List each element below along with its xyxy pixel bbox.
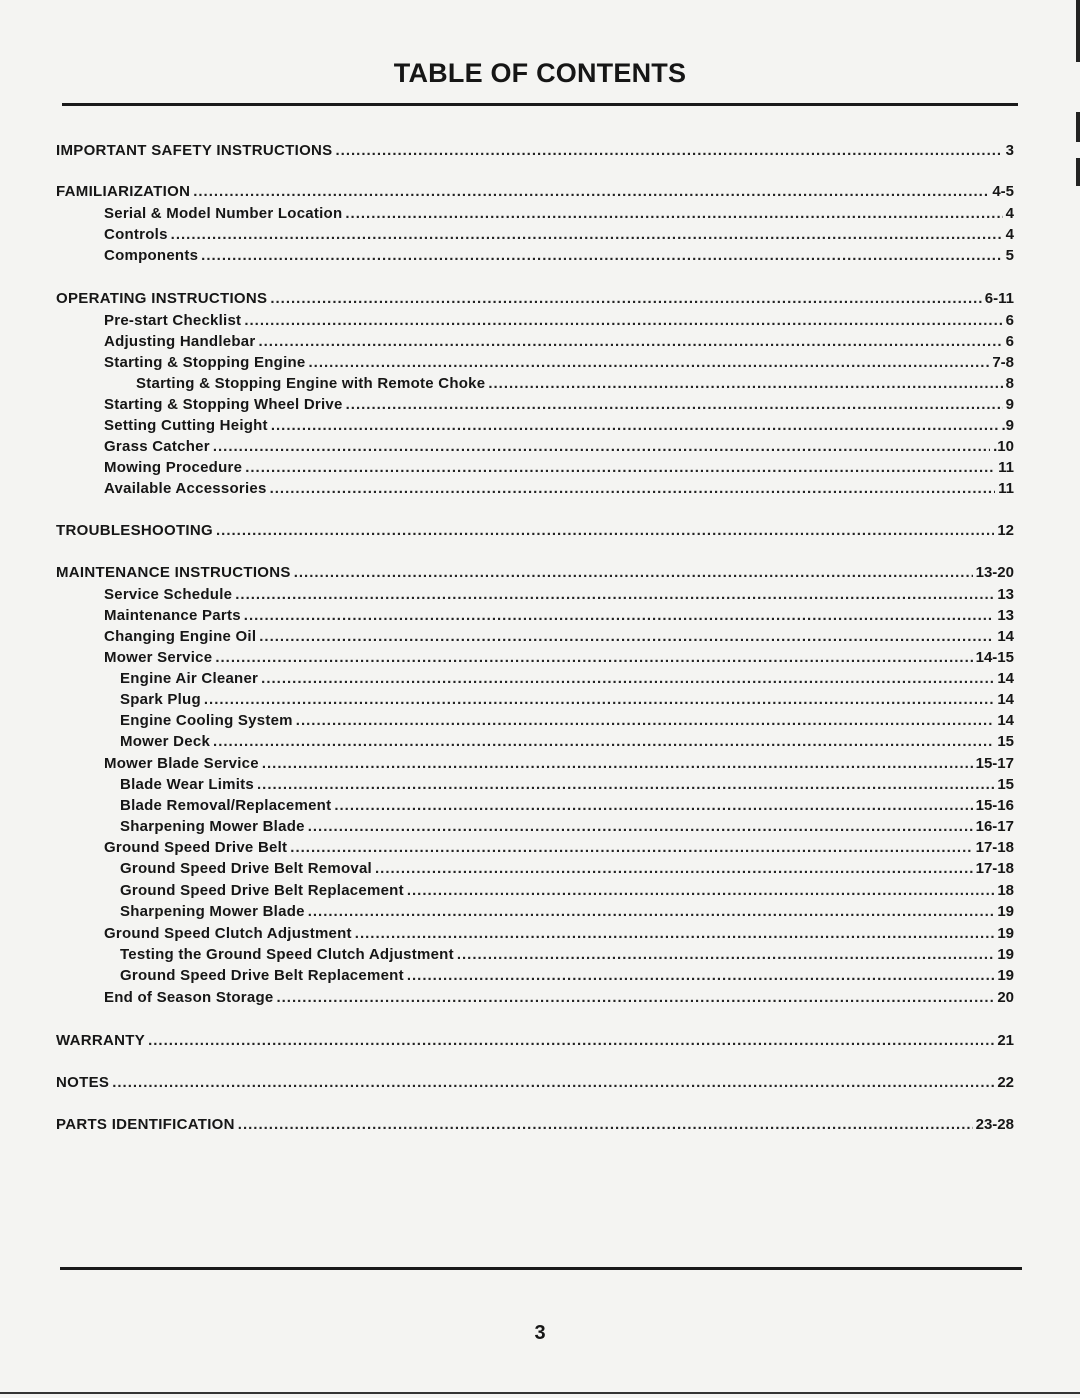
toc-entry-page: 21 (997, 1032, 1014, 1049)
toc-entry-page: 6 (1005, 333, 1014, 350)
toc-entry-title: Components (104, 247, 199, 264)
dot-leader (193, 182, 989, 202)
toc-entry-page: 16-17 (975, 818, 1014, 835)
dot-leader (290, 838, 972, 858)
toc-subentry (120, 796, 1014, 816)
toc-entry-title: Ground Speed Clutch Adjustment (104, 925, 352, 942)
dot-leader (216, 521, 994, 541)
toc-subentry (104, 225, 1014, 245)
toc-subentry (104, 204, 1014, 224)
toc-subentry (104, 458, 1014, 478)
dot-leader (335, 141, 1002, 161)
toc-entry-page: 19 (997, 925, 1014, 942)
toc-entry-page: 14 (997, 670, 1014, 687)
dot-leader (270, 479, 996, 499)
toc-entry-page: 4-5 (992, 183, 1014, 200)
toc-entry-page: 22 (997, 1074, 1014, 1091)
toc-entry-page: 5 (1005, 247, 1014, 264)
toc-section-entry (56, 289, 1014, 309)
toc-entry-page: 6-11 (984, 290, 1014, 307)
scan-edge-mark (1076, 112, 1080, 142)
page-number: 3 (534, 1322, 546, 1344)
toc-entry-title: Mower Service (104, 649, 213, 666)
dot-leader (345, 204, 1002, 224)
toc-entry-page: 19 (997, 903, 1014, 920)
toc-subentry (104, 606, 1014, 626)
dot-leader (407, 881, 994, 901)
toc-subentry (104, 754, 1014, 774)
toc-entry-title: Engine Cooling System (120, 712, 293, 729)
toc-subentry (104, 648, 1014, 668)
dot-leader (235, 585, 994, 605)
dot-leader (262, 754, 973, 774)
toc-entry-title: Sharpening Mower Blade (120, 818, 305, 835)
dot-leader (201, 246, 1002, 266)
dot-leader (270, 289, 981, 309)
toc-entry-page: 15 (997, 776, 1014, 793)
toc-entry-title: FAMILIARIZATION (56, 183, 191, 200)
toc-entry-title: Changing Engine Oil (104, 628, 257, 645)
dot-leader (213, 732, 994, 752)
toc-subentry (104, 395, 1014, 415)
toc-entry-title: End of Season Storage (104, 989, 274, 1006)
toc-entry-page: 17-18 (975, 860, 1014, 877)
scan-edge-mark (1076, 0, 1080, 62)
toc-entry-title: Available Accessories (104, 480, 267, 497)
toc-entry-title: PARTS IDENTIFICATION (56, 1116, 235, 1133)
dot-leader (204, 690, 994, 710)
toc-subentry (120, 881, 1014, 901)
dot-leader (245, 458, 995, 478)
footer-rule (60, 1267, 1022, 1270)
toc-entry-page: 6 (1005, 312, 1014, 329)
dot-leader (259, 627, 994, 647)
dot-leader (213, 437, 990, 457)
toc-entry-title: Ground Speed Drive Belt Removal (120, 860, 372, 877)
toc-entry-page: 13 (997, 607, 1014, 624)
toc-entry-page: 17-18 (975, 839, 1014, 856)
toc-subentry (120, 690, 1014, 710)
toc-entry-page: 11 (998, 480, 1014, 497)
toc-subentry (120, 669, 1014, 689)
dot-leader (296, 711, 995, 731)
toc-subentry (120, 711, 1014, 731)
toc-entry-title: Mower Blade Service (104, 755, 259, 772)
toc-entry-page: 20 (997, 989, 1014, 1006)
toc-entry-title: TROUBLESHOOTING (56, 522, 213, 539)
dot-leader (346, 395, 1003, 415)
toc-entry-page: 19 (997, 967, 1014, 984)
toc-entry-title: Blade Wear Limits (120, 776, 255, 793)
toc-entry-page: 15 (997, 733, 1014, 750)
toc-subentry (104, 585, 1014, 605)
toc-subentry (104, 353, 1014, 373)
toc-subentry (120, 966, 1014, 986)
toc-subentry (104, 246, 1014, 266)
toc-subentry (120, 732, 1014, 752)
dot-leader (112, 1073, 994, 1093)
toc-entry-title: Grass Catcher (104, 438, 210, 455)
dot-leader (244, 311, 1002, 331)
toc-subentry (104, 479, 1014, 499)
dot-leader (407, 966, 994, 986)
toc-entry-page: 9 (1005, 396, 1014, 413)
dot-leader (294, 563, 973, 583)
scan-edge-line (0, 1392, 1080, 1394)
dot-leader (488, 374, 1002, 394)
dot-leader (171, 225, 1003, 245)
toc-entry-title: Controls (104, 226, 168, 243)
toc-subentry (104, 437, 1014, 457)
toc-subentry (120, 859, 1014, 879)
toc-entry-page: 3 (1005, 142, 1014, 159)
toc-entry-page: 15-16 (975, 797, 1014, 814)
dot-leader (457, 945, 994, 965)
toc-entry-page: 19 (997, 946, 1014, 963)
toc-entry-title: Engine Air Cleaner (120, 670, 259, 687)
dot-leader (238, 1115, 973, 1135)
toc-entry-title: NOTES (56, 1074, 110, 1091)
toc-section-entry (56, 141, 1014, 161)
toc-entry-title: Spark Plug (120, 691, 201, 708)
toc-entry-page: 13-20 (975, 564, 1014, 581)
toc-entry-title: OPERATING INSTRUCTIONS (56, 290, 268, 307)
toc-entry-title: Ground Speed Drive Belt Replacement (120, 882, 404, 899)
dot-leader (355, 924, 995, 944)
toc-subentry (104, 627, 1014, 647)
toc-entry-title: IMPORTANT SAFETY INSTRUCTIONS (56, 142, 333, 159)
toc-entry-title: Blade Removal/Replacement (120, 797, 332, 814)
dot-leader (308, 817, 973, 837)
toc-entry-page: .10 (993, 438, 1014, 455)
toc-entry-title: Mowing Procedure (104, 459, 243, 476)
dot-leader (257, 775, 994, 795)
dot-leader (271, 416, 999, 436)
toc-entry-title: Starting & Stopping Engine with Remote Choke (136, 375, 486, 392)
page-title: TABLE OF CONTENTS (393, 58, 687, 88)
toc-entry-page: 13 (997, 586, 1014, 603)
dot-leader (258, 332, 1002, 352)
toc-entry-page: .9 (1001, 417, 1014, 434)
toc-section-entry (56, 521, 1014, 541)
toc-entry-title: Testing the Ground Speed Clutch Adjustment (120, 946, 454, 963)
toc-entry-title: Ground Speed Drive Belt Replacement (120, 967, 404, 984)
toc-entry-title: Service Schedule (104, 586, 233, 603)
dot-leader (375, 859, 973, 879)
toc-subentry (104, 311, 1014, 331)
dot-leader (309, 353, 990, 373)
toc-subentry (104, 838, 1014, 858)
toc-subentry (104, 332, 1014, 352)
toc-section-entry (56, 1115, 1014, 1135)
dot-leader (244, 606, 995, 626)
toc-entry-title: Setting Cutting Height (104, 417, 268, 434)
toc-entry-page: 18 (997, 882, 1014, 899)
dot-leader (261, 669, 994, 689)
toc-entry-title: Starting & Stopping Engine (104, 354, 306, 371)
toc-entry-title: MAINTENANCE INSTRUCTIONS (56, 564, 291, 581)
dot-leader (215, 648, 972, 668)
toc-entry-page: 14 (997, 628, 1014, 645)
toc-entry-page: 23-28 (975, 1116, 1014, 1133)
dot-leader (148, 1031, 994, 1051)
toc-entry-page: 12 (997, 522, 1014, 539)
toc-entry-title: Serial & Model Number Location (104, 205, 343, 222)
toc-entry-page: 7-8 (992, 354, 1014, 371)
toc-entry-page: 14 (997, 712, 1014, 729)
toc-entry-page: 4 (1005, 205, 1014, 222)
dot-leader (308, 902, 995, 922)
toc-subentry (104, 416, 1014, 436)
toc-entry-title: Starting & Stopping Wheel Drive (104, 396, 343, 413)
toc-entry-title: WARRANTY (56, 1032, 146, 1049)
toc-entry-page: 15-17 (975, 755, 1014, 772)
toc-entry-title: Mower Deck (120, 733, 211, 750)
toc-subentry (120, 817, 1014, 837)
toc-section-entry (56, 182, 1014, 202)
dot-leader (276, 988, 994, 1008)
toc-subentry (136, 374, 1014, 394)
dot-leader (334, 796, 972, 816)
toc-subentry (104, 988, 1014, 1008)
toc-entry-title: Maintenance Parts (104, 607, 241, 624)
toc-entry-page: 11 (998, 459, 1014, 476)
toc-entry-title: Sharpening Mower Blade (120, 903, 305, 920)
scan-edge-mark (1076, 158, 1080, 186)
toc-subentry (120, 945, 1014, 965)
toc-entry-page: 14-15 (975, 649, 1014, 666)
toc-entry-page: 8 (1005, 375, 1014, 392)
toc-section-entry (56, 563, 1014, 583)
toc-entry-page: 14 (997, 691, 1014, 708)
toc-subentry (120, 775, 1014, 795)
toc-section-entry (56, 1073, 1014, 1093)
toc-entry-title: Ground Speed Drive Belt (104, 839, 288, 856)
toc-subentry (120, 902, 1014, 922)
toc-entry-title: Pre-start Checklist (104, 312, 242, 329)
toc-subentry (104, 924, 1014, 944)
toc-section-entry (56, 1031, 1014, 1051)
toc-entry-page: 4 (1005, 226, 1014, 243)
toc-entry-title: Adjusting Handlebar (104, 333, 256, 350)
